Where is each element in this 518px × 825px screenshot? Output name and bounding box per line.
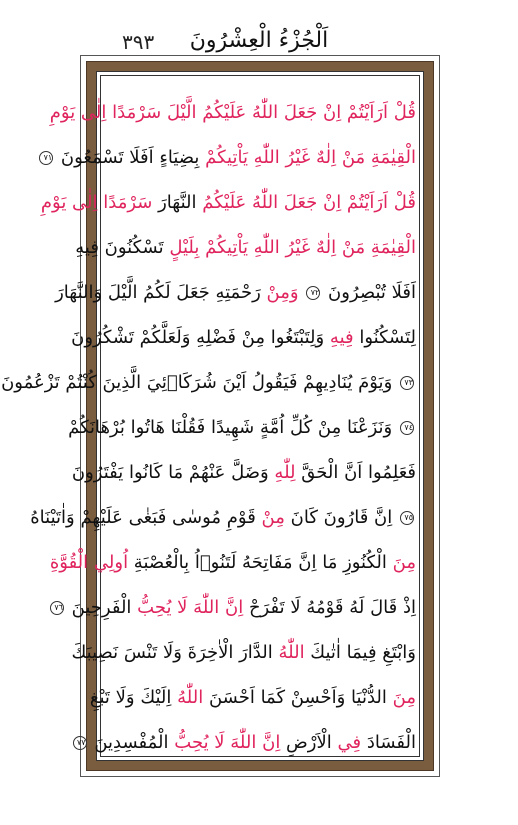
text-line xyxy=(40,180,416,225)
verse-text: اَفَلَا تُبْصِرُونَ xyxy=(328,282,416,303)
juz-title: اَلْجُزْءُ الْعِشْرُونَ xyxy=(189,28,329,53)
highlighted-text: اِنَّ اللّٰهَ لَا يُحِبُّ xyxy=(131,597,244,618)
verse-text: قَوْمِ مُوسٰى فَبَغٰى عَلَيْهِمْ وَاٰتَيْنَاهُ xyxy=(30,507,256,528)
verse-text: تَسْكُنُونَ فِيهِ xyxy=(75,237,164,258)
verse-text: الْفَسَادَ xyxy=(361,732,416,753)
text-line xyxy=(49,540,416,585)
verse-text: اِذْ قَالَ لَهُ قَوْمُهُ لَا تَفْرَحْ xyxy=(243,597,416,618)
ayah-number-marker: ٧٦ xyxy=(50,601,64,615)
verse-text: وَنَزَعْنَا مِنْ كُلِّ اُمَّةٍ شَهِيدًا فَقُلْنَا هَاتُوا بُرْهَانَكُمْ xyxy=(68,417,393,438)
text-line xyxy=(54,585,416,630)
ayah-number-marker: ٧٣ xyxy=(400,376,414,390)
highlighted-text: فِي xyxy=(331,732,362,753)
highlighted-text: الْقِيٰمَةِ مَنْ اِلٰهٌ غَيْرُ اللّٰهِ يَاْتِيكُمْ بِلَيْلٍ xyxy=(163,237,416,258)
text-line xyxy=(89,675,416,720)
highlighted-text: فِيهِ xyxy=(324,327,354,348)
highlighted-text: اللّٰهُ xyxy=(171,687,204,708)
verse-text: اِلَيْكَ وَلَا تَبْغِ xyxy=(89,687,172,708)
ayah-number-marker: ٧٤ xyxy=(400,421,414,435)
highlighted-text: قُلْ اَرَاَيْتُمْ اِنْ جَعَلَ اللّٰهُ عَلَيْكُمُ xyxy=(196,192,416,213)
text-line xyxy=(30,495,416,540)
ayah-number-marker: ٧٧ xyxy=(73,736,87,750)
highlighted-text: قُلْ اَرَاَيْتُمْ اِنْ جَعَلَ اللّٰهُ عَلَيْكُمُ الَّيْلَ سَرْمَدًا اِلٰى يَوْمِ xyxy=(49,102,416,123)
highlighted-text: اللّٰهُ xyxy=(272,642,305,663)
highlighted-text: مِنْ xyxy=(255,507,285,528)
ayah-number-marker: ٧٢ xyxy=(306,286,320,300)
page-number: ٣٩٣ xyxy=(122,30,155,54)
highlighted-text: الْقِيٰمَةِ مَنْ اِلٰهٌ غَيْرُ اللّٰهِ يَاْتِيكُمْ xyxy=(199,147,416,168)
text-line xyxy=(1,360,416,405)
verse-text: بِضِيَاءٍ اَفَلَا تَسْمَعُونَ xyxy=(60,147,200,168)
verse-text: الْاَرْضِ xyxy=(280,732,332,753)
highlighted-text: وَمِنْ xyxy=(260,282,299,303)
quran-text-body xyxy=(1,90,416,753)
text-line xyxy=(43,135,416,180)
text-line xyxy=(55,270,416,315)
text-line xyxy=(77,720,416,765)
verse-text: الْمُفْسِدِينَ xyxy=(94,732,169,753)
verse-text: وَلِتَبْتَغُوا مِنْ فَضْلِهِ وَلَعَلَّكُمْ تَشْكُرُونَ xyxy=(71,327,325,348)
ayah-number-marker: ٧٥ xyxy=(400,511,414,525)
verse-text: اِنَّ قَارُونَ كَانَ xyxy=(284,507,393,528)
text-line xyxy=(75,225,416,270)
verse-text: فَعَلِمُوا اَنَّ الْحَقَّ xyxy=(295,462,416,483)
text-line xyxy=(71,450,416,495)
text-line xyxy=(68,405,416,450)
page-header xyxy=(0,0,518,62)
ayah-number-marker: ٧١ xyxy=(39,151,53,165)
verse-text: وَيَوْمَ يُنَادِيهِمْ فَيَقُولُ اَيْنَ شُرَكَاۤئِيَ الَّذِينَ كُنْتُمْ تَزْعُمُونَ xyxy=(1,372,393,393)
text-line xyxy=(71,630,416,675)
text-line xyxy=(49,90,416,135)
verse-text: وَابْتَغِ فِيمَا اٰتٰيكَ xyxy=(304,642,416,663)
highlighted-text: سَرْمَدًا اِلٰى يَوْمِ xyxy=(40,192,153,213)
highlighted-text: لِلّٰهِ xyxy=(268,462,296,483)
verse-text: الدَّارَ الْاٰخِرَةَ وَلَا تَنْسَ نَصِيبَكَ xyxy=(71,642,273,663)
verse-text: النَّهَارَ xyxy=(152,192,197,213)
verse-text: لِتَسْكُنُوا xyxy=(353,327,416,348)
text-line xyxy=(71,315,416,360)
verse-text: رَحْمَتِهِ جَعَلَ لَكُمُ الَّيْلَ وَالنَّهَارَ xyxy=(55,282,261,303)
verse-text: الْكُنُوزِ مَا اِنَّ مَفَاتِحَهُ لَتَنُوۤاُ بِالْعُصْبَةِ xyxy=(128,552,387,573)
highlighted-text: اِنَّ اللّٰهَ لَا يُحِبُّ xyxy=(168,732,281,753)
highlighted-text: مِنَ xyxy=(386,552,416,573)
highlighted-text: مِنَ xyxy=(386,687,416,708)
highlighted-text: اُولِي الْقُوَّةِ xyxy=(49,552,129,573)
verse-text: الْفَرِحِينَ xyxy=(71,597,132,618)
verse-text: وَضَلَّ عَنْهُمْ مَا كَانُوا يَفْتَرُونَ xyxy=(71,462,269,483)
verse-text: الدُّنْيَا وَاَحْسِنْ كَمَا اَحْسَنَ xyxy=(203,687,387,708)
